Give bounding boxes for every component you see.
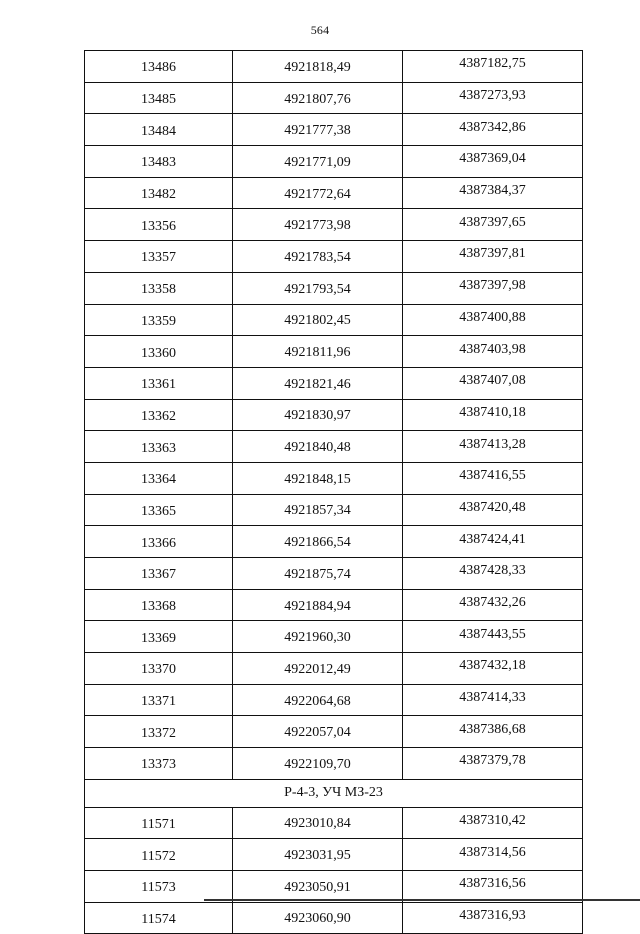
- x-coordinate-cell: 4921772,64: [233, 177, 403, 209]
- y-coordinate-cell: 4387432,26: [403, 589, 583, 621]
- x-coordinate-cell: 4923010,84: [233, 807, 403, 839]
- y-coordinate-cell: 4387410,18: [403, 399, 583, 431]
- coordinates-table-body: [85, 51, 583, 934]
- y-coordinate-cell: 4387420,48: [403, 494, 583, 526]
- point-number-cell: 11572: [85, 839, 233, 871]
- x-coordinate-cell: 4921830,97: [233, 399, 403, 431]
- x-coordinate-cell: 4923050,91: [233, 870, 403, 902]
- point-number-cell: 13369: [85, 621, 233, 653]
- table-row: [85, 462, 583, 494]
- x-coordinate-cell: 4921773,98: [233, 209, 403, 241]
- table-row: [85, 902, 583, 934]
- table-row: [85, 589, 583, 621]
- table-row: [85, 653, 583, 685]
- x-coordinate-cell: 4921857,34: [233, 494, 403, 526]
- x-coordinate-cell: 4921811,96: [233, 336, 403, 368]
- table-row: [85, 399, 583, 431]
- y-coordinate-cell: 4387407,08: [403, 367, 583, 399]
- table-row: [85, 272, 583, 304]
- x-coordinate-cell: 4921777,38: [233, 114, 403, 146]
- point-number-cell: 13367: [85, 558, 233, 590]
- x-coordinate-cell: 4921807,76: [233, 82, 403, 114]
- table-row: [85, 336, 583, 368]
- point-number-cell: 13484: [85, 114, 233, 146]
- table-row: [85, 684, 583, 716]
- point-number-cell: 13486: [85, 51, 233, 83]
- point-number-cell: 13361: [85, 367, 233, 399]
- page-number: 564: [310, 23, 330, 37]
- point-number-cell: 13365: [85, 494, 233, 526]
- x-coordinate-cell: 4921771,09: [233, 146, 403, 178]
- table-row: [85, 82, 583, 114]
- point-number-cell: 13371: [85, 684, 233, 716]
- y-coordinate-cell: 4387316,56: [403, 870, 583, 902]
- y-coordinate-cell: 4387414,33: [403, 684, 583, 716]
- point-number-cell: 11574: [85, 902, 233, 934]
- table-row: [85, 209, 583, 241]
- x-coordinate-cell: 4921848,15: [233, 462, 403, 494]
- table-row: [85, 807, 583, 839]
- y-coordinate-cell: 4387379,78: [403, 748, 583, 780]
- table-row: [85, 494, 583, 526]
- x-coordinate-cell: 4922057,04: [233, 716, 403, 748]
- point-number-cell: 13359: [85, 304, 233, 336]
- coordinates-table: [84, 50, 583, 934]
- y-coordinate-cell: 4387443,55: [403, 621, 583, 653]
- y-coordinate-cell: 4387432,18: [403, 653, 583, 685]
- y-coordinate-cell: 4387384,37: [403, 177, 583, 209]
- point-number-cell: 13366: [85, 526, 233, 558]
- y-coordinate-cell: 4387428,33: [403, 558, 583, 590]
- x-coordinate-cell: 4921875,74: [233, 558, 403, 590]
- section-header-row: [85, 779, 583, 807]
- point-number-cell: 11573: [85, 870, 233, 902]
- table-row: [85, 304, 583, 336]
- point-number-cell: 13373: [85, 748, 233, 780]
- x-coordinate-cell: 4921802,45: [233, 304, 403, 336]
- y-coordinate-cell: 4387369,04: [403, 146, 583, 178]
- point-number-cell: 13360: [85, 336, 233, 368]
- x-coordinate-cell: 4921783,54: [233, 241, 403, 273]
- table-row: [85, 431, 583, 463]
- table-row: [85, 839, 583, 871]
- point-number-cell: 13485: [85, 82, 233, 114]
- table-row: [85, 114, 583, 146]
- y-coordinate-cell: 4387314,56: [403, 839, 583, 871]
- y-coordinate-cell: 4387316,93: [403, 902, 583, 934]
- y-coordinate-cell: 4387397,98: [403, 272, 583, 304]
- point-number-cell: 13357: [85, 241, 233, 273]
- point-number-cell: 13483: [85, 146, 233, 178]
- x-coordinate-cell: 4921866,54: [233, 526, 403, 558]
- table-row: [85, 367, 583, 399]
- point-number-cell: 13364: [85, 462, 233, 494]
- x-coordinate-cell: 4921884,94: [233, 589, 403, 621]
- y-coordinate-cell: 4387400,88: [403, 304, 583, 336]
- x-coordinate-cell: 4921818,49: [233, 51, 403, 83]
- y-coordinate-cell: 4387416,55: [403, 462, 583, 494]
- table-row: [85, 870, 583, 902]
- x-coordinate-cell: 4923060,90: [233, 902, 403, 934]
- point-number-cell: 13363: [85, 431, 233, 463]
- point-number-cell: 11571: [85, 807, 233, 839]
- point-number-cell: 13482: [85, 177, 233, 209]
- table-row: [85, 177, 583, 209]
- table-row: [85, 558, 583, 590]
- y-coordinate-cell: 4387342,86: [403, 114, 583, 146]
- point-number-cell: 13372: [85, 716, 233, 748]
- x-coordinate-cell: 4921840,48: [233, 431, 403, 463]
- table-row: [85, 621, 583, 653]
- y-coordinate-cell: 4387273,93: [403, 82, 583, 114]
- scan-edge-line: [204, 899, 640, 901]
- x-coordinate-cell: 4922109,70: [233, 748, 403, 780]
- x-coordinate-cell: 4922012,49: [233, 653, 403, 685]
- point-number-cell: 13356: [85, 209, 233, 241]
- table-row: [85, 51, 583, 83]
- point-number-cell: 13368: [85, 589, 233, 621]
- y-coordinate-cell: 4387397,65: [403, 209, 583, 241]
- table-row: [85, 241, 583, 273]
- point-number-cell: 13358: [85, 272, 233, 304]
- y-coordinate-cell: 4387403,98: [403, 336, 583, 368]
- x-coordinate-cell: 4923031,95: [233, 839, 403, 871]
- x-coordinate-cell: 4921960,30: [233, 621, 403, 653]
- x-coordinate-cell: 4921793,54: [233, 272, 403, 304]
- table-row: [85, 748, 583, 780]
- table-row: [85, 526, 583, 558]
- table-row: [85, 146, 583, 178]
- y-coordinate-cell: 4387386,68: [403, 716, 583, 748]
- x-coordinate-cell: 4921821,46: [233, 367, 403, 399]
- point-number-cell: 13362: [85, 399, 233, 431]
- y-coordinate-cell: 4387182,75: [403, 51, 583, 83]
- y-coordinate-cell: 4387310,42: [403, 807, 583, 839]
- section-title: Р-4-3, УЧ МЗ-23: [85, 779, 583, 807]
- y-coordinate-cell: 4387413,28: [403, 431, 583, 463]
- y-coordinate-cell: 4387424,41: [403, 526, 583, 558]
- y-coordinate-cell: 4387397,81: [403, 241, 583, 273]
- table-row: [85, 716, 583, 748]
- x-coordinate-cell: 4922064,68: [233, 684, 403, 716]
- point-number-cell: 13370: [85, 653, 233, 685]
